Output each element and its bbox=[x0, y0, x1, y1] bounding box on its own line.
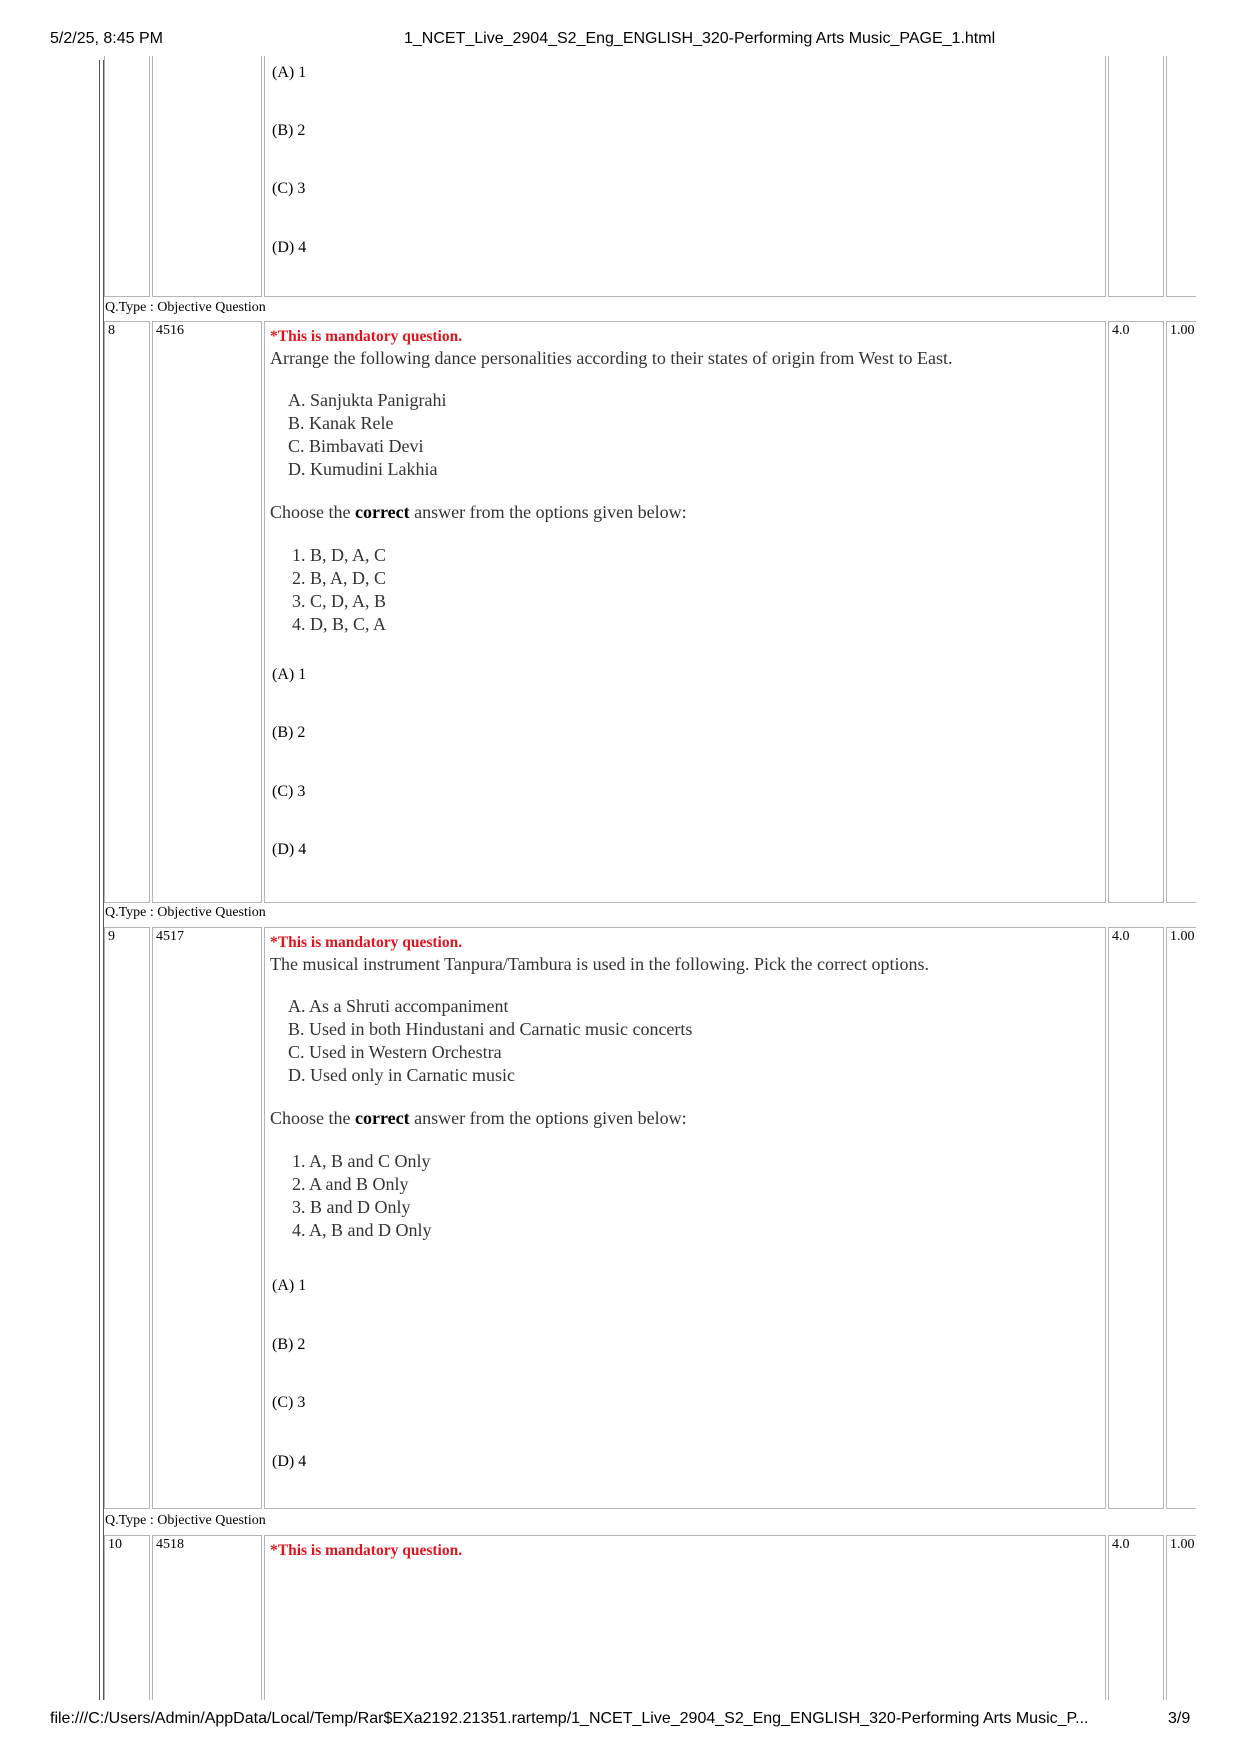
option-d: (D) 4 bbox=[272, 1453, 307, 1470]
marks-value: 4.0 bbox=[1112, 323, 1130, 338]
negative-marks-value: 1.00 bbox=[1170, 929, 1195, 944]
sno-cell bbox=[104, 321, 150, 903]
print-page-number: 3/9 bbox=[1168, 1710, 1191, 1727]
question-cell bbox=[264, 56, 1106, 297]
list-item: C. Used in Western Orchestra bbox=[288, 1042, 502, 1062]
question-type-label: Q.Type : Objective Question bbox=[105, 1513, 266, 1528]
question-type-label: Q.Type : Objective Question bbox=[105, 905, 266, 920]
sno-cell bbox=[104, 927, 150, 1509]
print-page-title: 1_NCET_Live_2904_S2_Eng_ENGLISH_320-Performing Arts Music_PAGE_1.html bbox=[404, 30, 996, 47]
list-item: A. As a Shruti accompaniment bbox=[288, 996, 509, 1016]
mandatory-notice: *This is mandatory question. bbox=[270, 934, 463, 951]
list-item: C. Bimbavati Devi bbox=[288, 436, 424, 456]
serial-number: 10 bbox=[108, 1537, 122, 1552]
serial-number: 9 bbox=[108, 929, 115, 944]
choose-instruction: Choose the correct answer from the options given below: bbox=[270, 502, 687, 522]
choice-item: 4. D, B, C, A bbox=[292, 614, 387, 634]
option-b: (B) 2 bbox=[272, 1336, 306, 1353]
choice-item: 2. A and B Only bbox=[292, 1174, 409, 1194]
print-file-url: file:///C:/Users/Admin/AppData/Local/Temp/Rar$EXa2192.21351.rartemp/1_NCET_Live_2904_S2_Eng_ENGLISH_320-Performing Arts Music_P... bbox=[50, 1710, 1089, 1727]
choice-item: 3. B and D Only bbox=[292, 1197, 411, 1217]
question-cell bbox=[264, 927, 1106, 1509]
list-item: D. Kumudini Lakhia bbox=[288, 459, 438, 479]
mandatory-notice: *This is mandatory question. bbox=[270, 328, 463, 345]
choose-instruction: Choose the correct answer from the options given below: bbox=[270, 1108, 687, 1128]
marks-cell bbox=[1108, 56, 1164, 297]
option-a: (A) 1 bbox=[272, 1277, 307, 1294]
marks-cell bbox=[1108, 1535, 1164, 1700]
question-id: 4517 bbox=[156, 929, 184, 944]
list-item: B. Used in both Hindustani and Carnatic music concerts bbox=[288, 1019, 693, 1039]
negative-marks-cell bbox=[1166, 927, 1196, 1509]
option-d: (D) 4 bbox=[272, 239, 307, 256]
negative-marks-cell bbox=[1166, 1535, 1196, 1700]
marks-value: 4.0 bbox=[1112, 1537, 1130, 1552]
sno-cell bbox=[104, 56, 150, 297]
mandatory-notice: *This is mandatory question. bbox=[270, 1542, 463, 1559]
list-item: D. Used only in Carnatic music bbox=[288, 1065, 515, 1085]
option-a: (A) 1 bbox=[272, 64, 307, 81]
question-stem: The musical instrument Tanpura/Tambura is used in the following. Pick the correct options. bbox=[270, 954, 930, 974]
negative-marks-cell bbox=[1166, 56, 1196, 297]
qid-cell bbox=[152, 56, 262, 297]
list-item: A. Sanjukta Panigrahi bbox=[288, 390, 447, 410]
negative-marks-cell bbox=[1166, 321, 1196, 903]
qid-cell bbox=[152, 927, 262, 1509]
option-c: (C) 3 bbox=[272, 1394, 306, 1411]
question-stem: Arrange the following dance personalities according to their states of origin from West to East. bbox=[270, 348, 953, 368]
choice-item: 1. B, D, A, C bbox=[292, 545, 387, 565]
question-id: 4516 bbox=[156, 323, 184, 338]
question-type-label: Q.Type : Objective Question bbox=[105, 300, 266, 315]
option-a: (A) 1 bbox=[272, 666, 307, 683]
negative-marks-value: 1.00 bbox=[1170, 323, 1195, 338]
choice-item: 4. A, B and D Only bbox=[292, 1220, 432, 1240]
choice-item: 1. A, B and C Only bbox=[292, 1151, 431, 1171]
option-d: (D) 4 bbox=[272, 841, 307, 858]
choice-item: 2. B, A, D, C bbox=[292, 568, 387, 588]
choice-item: 3. C, D, A, B bbox=[292, 591, 387, 611]
sno-cell bbox=[104, 1535, 150, 1700]
list-item: B. Kanak Rele bbox=[288, 413, 394, 433]
qid-cell bbox=[152, 1535, 262, 1700]
serial-number: 8 bbox=[108, 323, 115, 338]
negative-marks-value: 1.00 bbox=[1170, 1537, 1195, 1552]
question-cell bbox=[264, 321, 1106, 903]
print-datetime: 5/2/25, 8:45 PM bbox=[50, 30, 163, 47]
qid-cell bbox=[152, 321, 262, 903]
option-c: (C) 3 bbox=[272, 783, 306, 800]
option-b: (B) 2 bbox=[272, 724, 306, 741]
marks-cell bbox=[1108, 321, 1164, 903]
option-b: (B) 2 bbox=[272, 122, 306, 139]
marks-cell bbox=[1108, 927, 1164, 1509]
question-cell bbox=[264, 1535, 1106, 1700]
option-c: (C) 3 bbox=[272, 180, 306, 197]
question-id: 4518 bbox=[156, 1537, 184, 1552]
marks-value: 4.0 bbox=[1112, 929, 1130, 944]
table-border-left bbox=[99, 60, 100, 1700]
